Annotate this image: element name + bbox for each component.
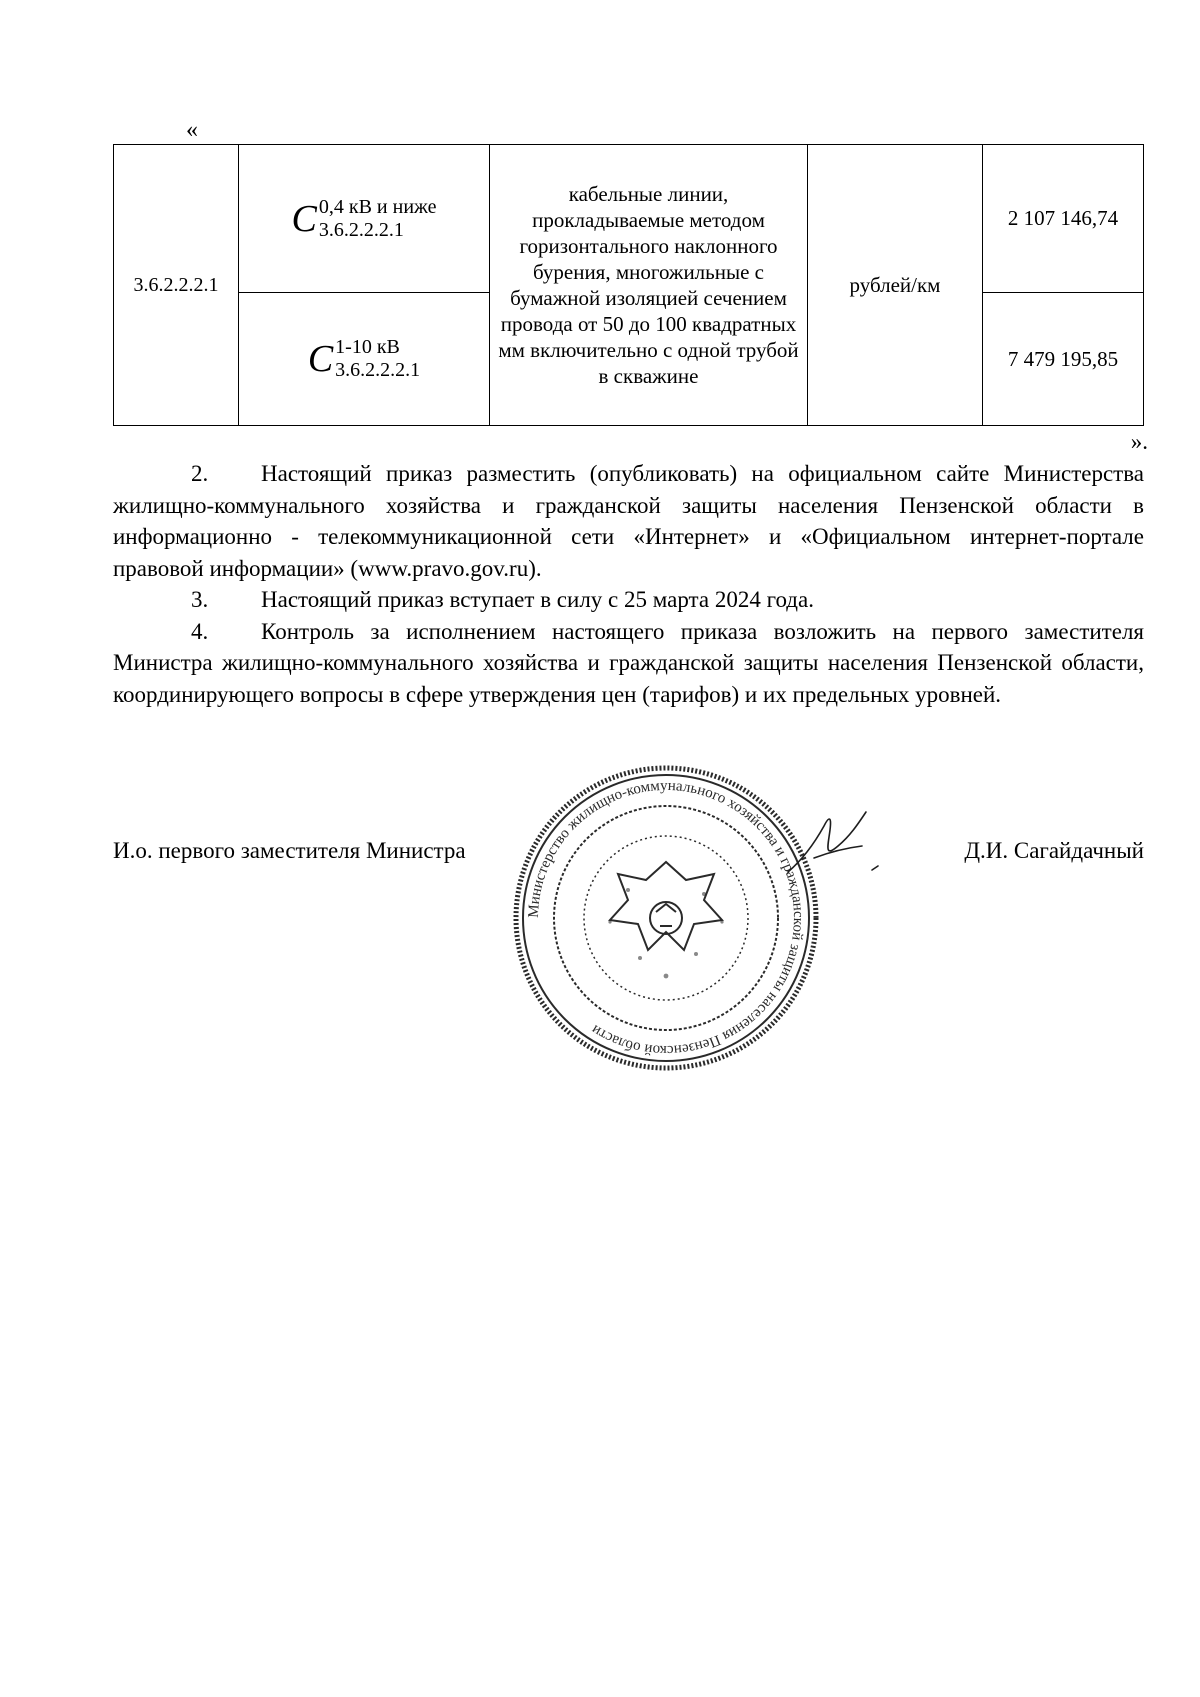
signer-title: И.о. первого заместителя Министра [113, 838, 466, 863]
rate-symbol-subscript: 3.6.2.2.2.1 [335, 359, 421, 381]
rate-symbol [292, 196, 437, 242]
signer-name: Д.И. Сагайдачный [964, 838, 1144, 863]
table-open-quote: « [186, 117, 198, 143]
paragraph-number: 2. [191, 461, 209, 486]
paragraph-text: Контроль за исполнением настоящего приказа возложить на первого заместителя Министра жилищно-коммунального хозяйства и гражданской защиты населения Пензенской области, координирующего вопросы в сфере утверждения цен (тарифов) и их предельных уровней. [113, 618, 1144, 707]
rate-value-cell: 2 107 146,74 [983, 145, 1144, 293]
rate-symbol-cell [239, 293, 490, 426]
rate-symbol-letter: C [307, 338, 334, 380]
paragraph-text: Настоящий приказ вступает в силу с 25 марта 2024 года. [261, 587, 814, 612]
rate-symbol-superscript: 0,4 кВ и ниже [318, 195, 437, 218]
paragraph-number: 4. [191, 618, 209, 644]
rate-value-cell: 7 479 195,85 [983, 293, 1144, 426]
table-close-quote: ». [1130, 429, 1148, 454]
rate-symbol-cell [239, 145, 490, 293]
official-seal [510, 762, 822, 1074]
rate-symbol [308, 336, 420, 382]
order-body [113, 458, 1144, 710]
table-unit-cell: рублей/км [808, 145, 983, 426]
rate-symbol-letter: C [291, 197, 317, 240]
paragraph-text: Настоящий приказ разместить (опубликовать) на официальном сайте Министерства жилищно-коммунального хозяйства и гражданской защиты населения Пензенской области в информационно - телекоммуникационной сети «Интернет» и «Официальном интернет-портале правовой информации» (www.pravo.gov.ru). [113, 461, 1144, 581]
handwritten-signature-icon [780, 800, 890, 890]
order-paragraph [113, 616, 1144, 711]
paragraph-number: 3. [191, 587, 209, 612]
rate-symbol-subscript: 3.6.2.2.2.1 [318, 218, 404, 241]
seal-emblem-icon [610, 862, 722, 950]
table-description-cell: кабельные линии, прокладываемые методом горизонтального наклонного бурения, многожильные с бумажной изоляцией сечением провода от 50 до 100 квадратных мм включительно с одной трубой в скважине [490, 145, 808, 426]
tariff-table [113, 144, 1144, 426]
order-paragraph [113, 458, 1144, 584]
seal-text: Министерство жилищно-коммунального хозяйства и гражданской защиты населения Пензенской области [525, 777, 807, 1059]
order-paragraph [113, 584, 1144, 616]
rate-symbol-superscript: 1-10 кВ [335, 336, 400, 358]
table-code-cell: 3.6.2.2.2.1 [114, 145, 239, 426]
